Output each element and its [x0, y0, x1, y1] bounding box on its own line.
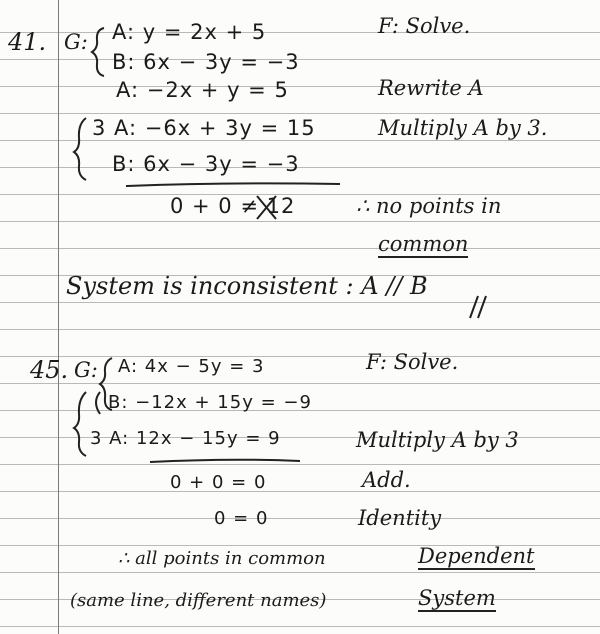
- p41-note-multiply: Multiply A by 3.: [378, 116, 548, 140]
- p45-sum: 0 + 0 = 0: [170, 472, 267, 493]
- p41-line-3A: 3 A: −6x + 3y = 15: [92, 116, 316, 140]
- p45-note-dependent: Dependent: [418, 544, 535, 568]
- p41-line-B: B: 6x − 3y = −3: [112, 50, 300, 74]
- p41-note-rewrite: Rewrite A: [378, 76, 484, 100]
- p41-note-find: F: Solve.: [378, 14, 471, 38]
- p45-line-B: B: −12x + 15y = −9: [108, 392, 312, 413]
- problem-41-given-label: G:: [64, 30, 88, 54]
- p41-note-common: common: [378, 232, 469, 256]
- p45-line-A: A: 4x − 5y = 3: [118, 356, 265, 377]
- p41-result: 0 + 0 ≠ 12: [170, 194, 296, 218]
- p41-line-A-rewritten: A: −2x + y = 5: [116, 78, 289, 102]
- p45-same-line: (same line, different names): [70, 590, 327, 611]
- problem-45-given-label: G:: [74, 358, 98, 382]
- p45-note-system: System: [418, 586, 496, 610]
- p45-note-multiply: Multiply A by 3: [356, 428, 519, 452]
- p41-note-no-points: ∴ no points in: [356, 194, 502, 218]
- p45-note-find: F: Solve.: [366, 350, 459, 374]
- p45-note-add: Add.: [362, 468, 411, 492]
- problem-45-number: 45.: [30, 356, 69, 384]
- p41-line-B-copy: B: 6x − 3y = −3: [112, 152, 300, 176]
- p45-line-3A: 3 A: 12x − 15y = 9: [90, 428, 281, 449]
- p41-conclusion: System is inconsistent : A // B: [66, 272, 428, 300]
- p41-line-A: A: y = 2x + 5: [112, 20, 267, 44]
- p45-note-identity: Identity: [358, 506, 442, 530]
- p45-identity-equation: 0 = 0: [214, 508, 269, 529]
- p45-all-points: ∴ all points in common: [118, 548, 326, 569]
- problem-41-number: 41.: [8, 28, 47, 56]
